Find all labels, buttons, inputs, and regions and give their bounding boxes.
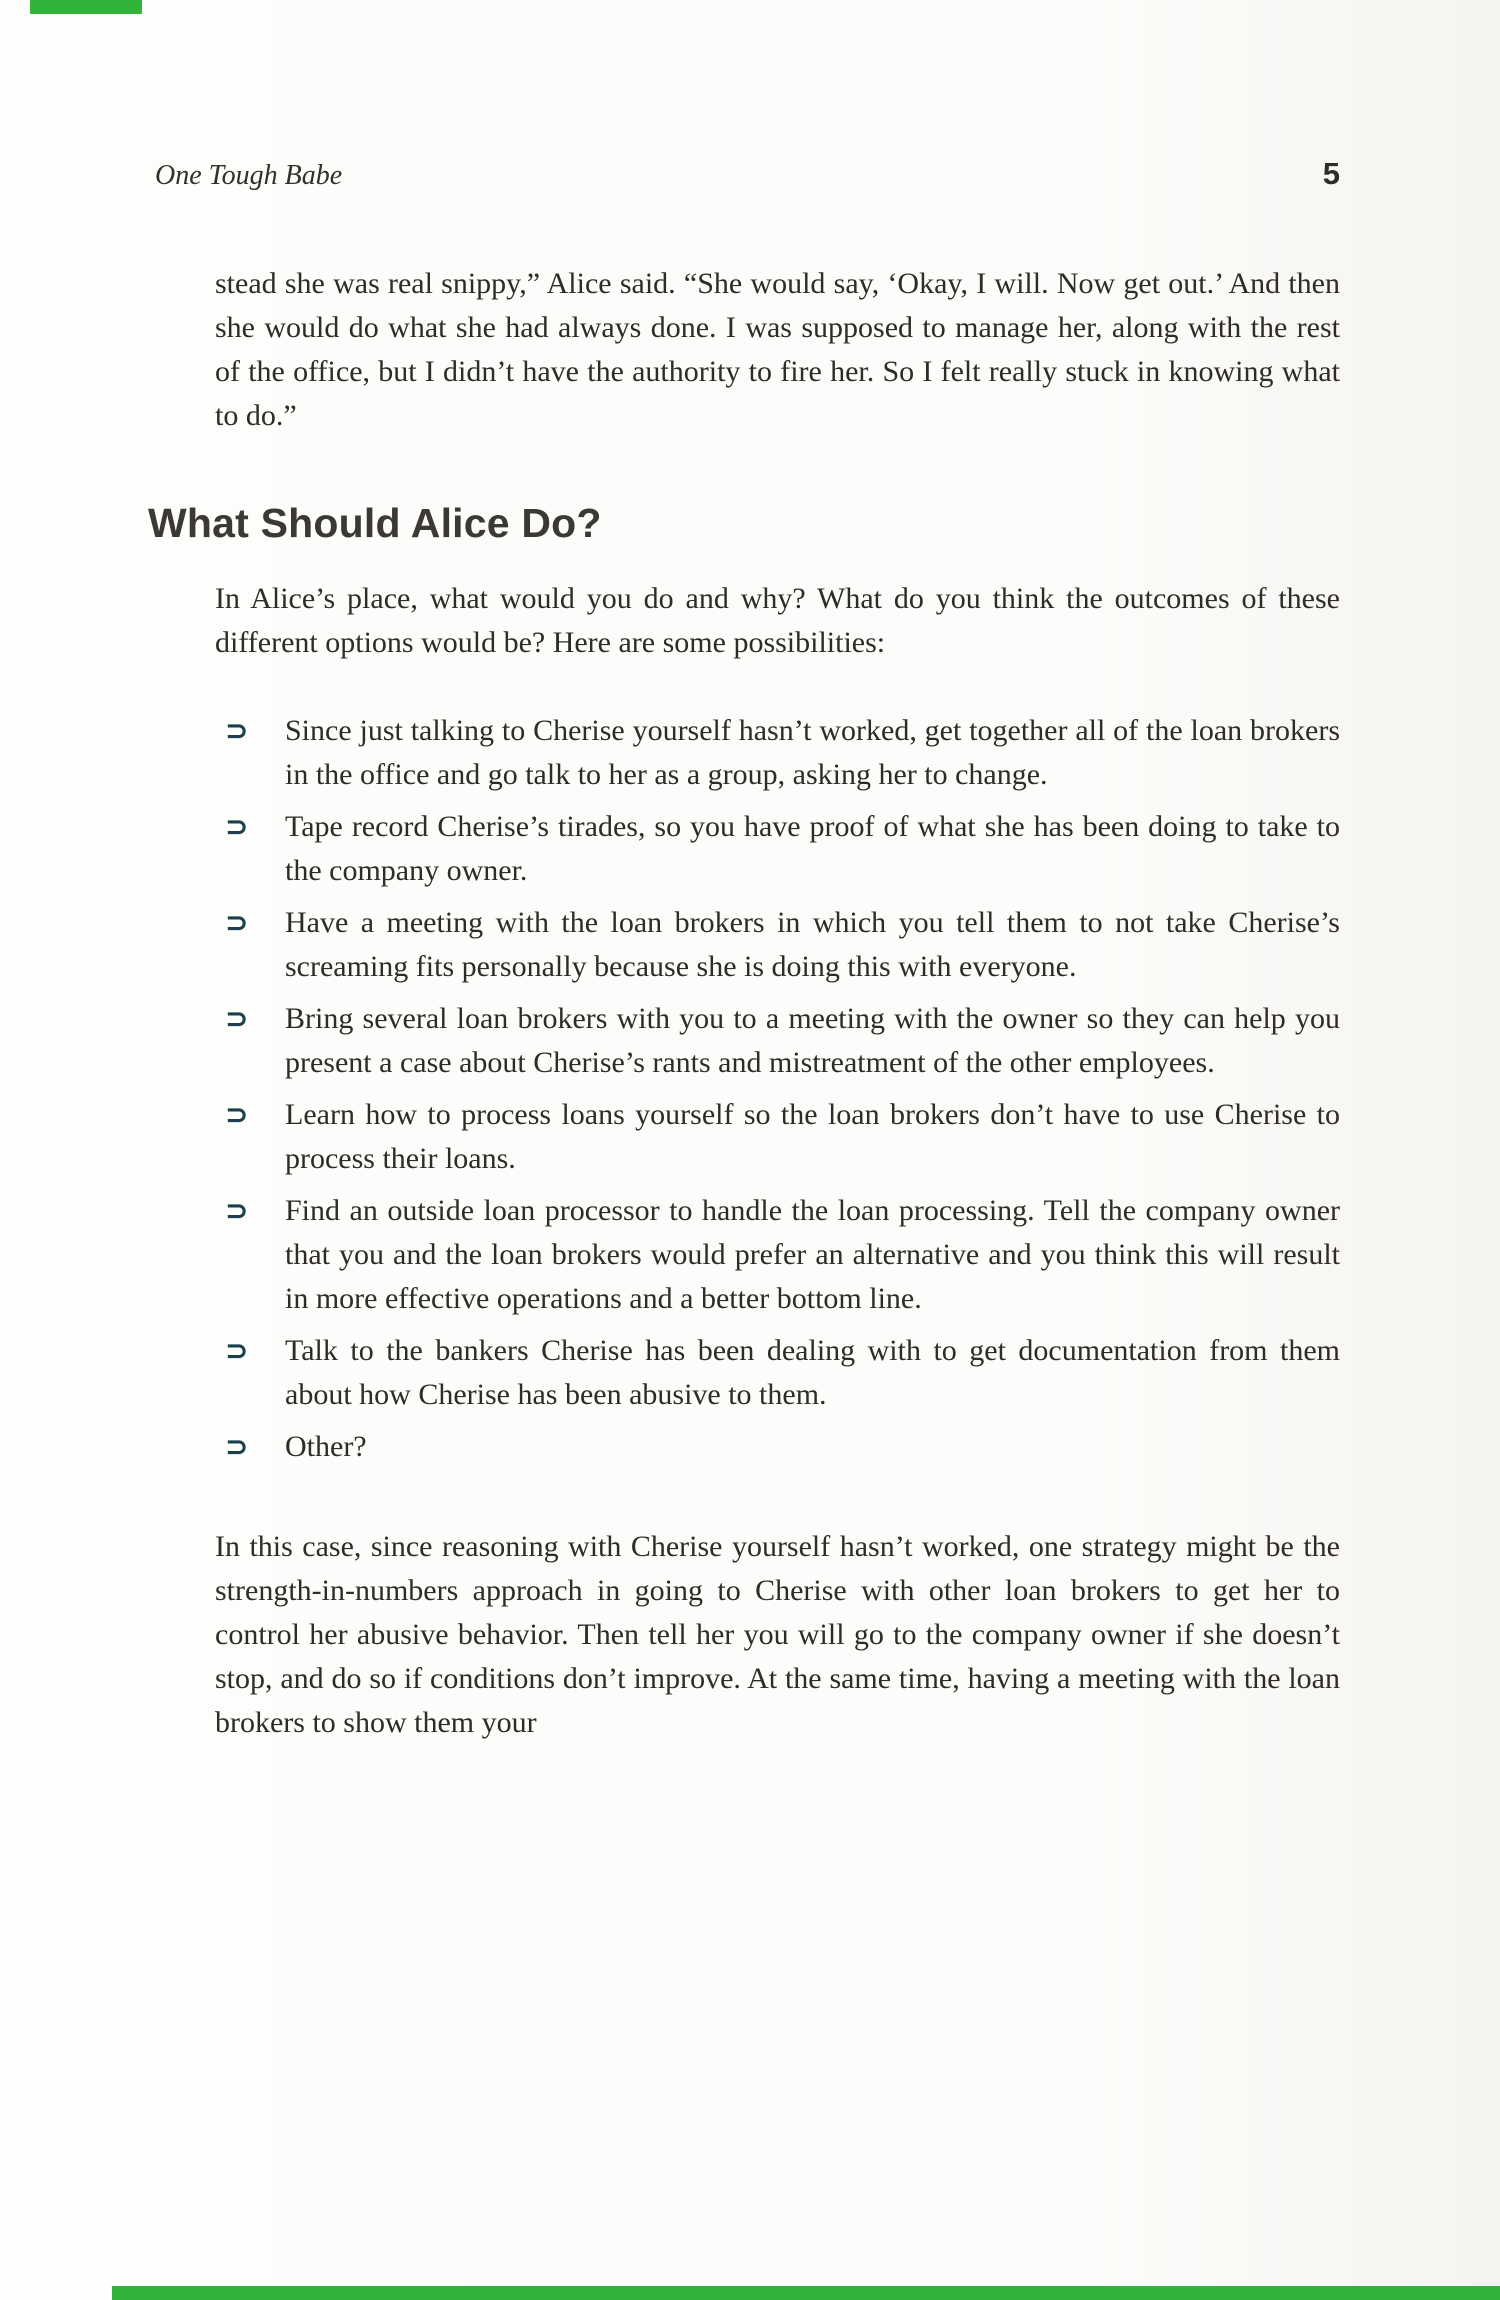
option-item <box>225 1093 1340 1181</box>
option-item <box>225 709 1340 797</box>
option-text: Learn how to process loans yourself so the loan brokers don’t have to use Cherise to process their loans. <box>285 1098 1340 1175</box>
page-number: 5 <box>1322 156 1340 191</box>
bullet-arrow-icon: ⊃ <box>225 906 249 939</box>
bullet-arrow-icon: ⊃ <box>225 1334 249 1367</box>
option-item <box>225 997 1340 1085</box>
options-list <box>225 709 1340 1469</box>
bullet-arrow-icon: ⊃ <box>225 1194 249 1227</box>
option-text: Since just talking to Cherise yourself hasn’t worked, get together all of the loan brokers in the office and go talk to her as a group, asking her to change. <box>285 714 1340 791</box>
bullet-arrow-icon: ⊃ <box>225 1430 249 1463</box>
bullet-arrow-icon: ⊃ <box>225 1002 249 1035</box>
option-item <box>225 1329 1340 1417</box>
running-header <box>0 0 1500 192</box>
bullet-arrow-icon: ⊃ <box>225 1098 249 1131</box>
intro-paragraph: In Alice’s place, what would you do and why? What do you think the outcomes of these different options would be? Here are some possibilities: <box>215 582 1340 659</box>
scan-artifact-top-bar <box>30 0 142 14</box>
option-item <box>225 1425 1340 1469</box>
option-text: Bring several loan brokers with you to a meeting with the owner so they can help you present a case about Cherise’s rants and mistreatment of the other employees. <box>285 1002 1340 1079</box>
option-item <box>225 1189 1340 1321</box>
option-text: Other? <box>285 1430 367 1463</box>
bullet-arrow-icon: ⊃ <box>225 714 249 747</box>
option-text: Have a meeting with the loan brokers in which you tell them to not take Cherise’s screaming fits personally because she is doing this with everyone. <box>285 906 1340 983</box>
section-heading: What Should Alice Do? <box>148 500 602 546</box>
running-title: One Tough Babe <box>155 160 343 191</box>
option-item <box>225 805 1340 893</box>
option-text: Talk to the bankers Cherise has been dealing with to get documentation from them about how Cherise has been abusive to them. <box>285 1334 1340 1411</box>
option-text: Find an outside loan processor to handle the loan processing. Tell the company owner that you and the loan brokers would prefer an alternative and you think this will result in more effective operations and a better bottom line. <box>285 1194 1340 1315</box>
closing-paragraph: In this case, since reasoning with Cherise yourself hasn’t worked, one strategy might be the strength-in-numbers approach in going to Cherise with other loan brokers to get her to control her abusive behavior. Then tell her you will go to the company owner if she doesn’t stop, and do so if conditions don’t improve. At the same time, having a meeting with the loan brokers to show them your <box>215 1530 1340 1739</box>
option-item <box>225 901 1340 989</box>
scan-artifact-bottom-bar <box>112 2286 1500 2300</box>
option-text: Tape record Cherise’s tirades, so you have proof of what she has been doing to take to the company owner. <box>285 810 1340 887</box>
continuation-paragraph: stead she was real snippy,” Alice said. “She would say, ‘Okay, I will. Now get out.’ And then she would do what she had always done. I was supposed to manage her, along with the rest of the office, but I didn’t have the authority to fire her. So I felt really stuck in knowing what to do.” <box>215 267 1340 432</box>
bullet-arrow-icon: ⊃ <box>225 810 249 843</box>
